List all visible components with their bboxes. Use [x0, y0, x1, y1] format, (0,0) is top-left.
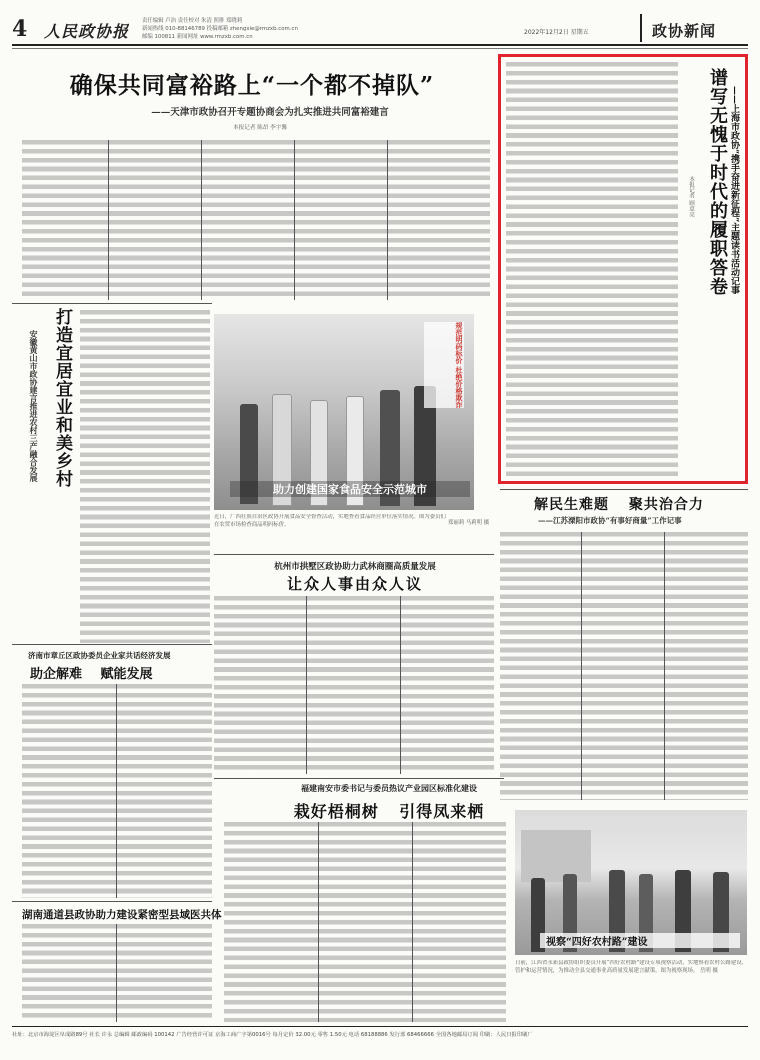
jinan-headline: 助企解难 赋能发展	[30, 667, 153, 682]
footer-info: 社址：北京市海淀区阜成路89号 社长 许永 总编辑 邮政编码 100142 广告经营许可证 京海工商广字第0016号 每月定价 32.00元 零售 1.50元 电话 68188886 发行部 68466666 全国各地邮局订阅 印刷：人民日报印刷厂	[12, 1032, 533, 1038]
masthead-info-line: 新闻热线 010-88146789 投稿邮箱 zhengxie@rmzxb.com.cn	[142, 26, 298, 32]
newspaper-logo: 人民政协报	[44, 22, 130, 41]
feature-subheadline: ——上海市政协“携手奋进新征程”主题读书活动记事	[729, 86, 739, 295]
jiemin-headline: 解民生难题 聚共治合力	[534, 497, 704, 513]
column-divider	[116, 924, 117, 1022]
column-divider	[108, 140, 109, 300]
hunan-headline: 湖南通道县政协助力建设紧密型县域医共体	[22, 909, 222, 921]
photo-note-text: 日前，江西省永新县政协组织委员开展“四好农村路”建设专项视察活动，实地察看农村公路建设、管护和运营情况，为推动全县交通事业高质量发展建言献策。图为视察现场。	[515, 960, 747, 974]
hunan-body-text	[22, 924, 212, 1022]
masthead-divider	[640, 14, 642, 42]
photo-credit: 郑丽莉 马莉明 摄	[448, 520, 490, 526]
zaihao-body-text	[224, 822, 506, 1022]
lead-subheadline: ——天津市政协召开专题协商会为扎实推进共同富裕建言	[151, 107, 389, 118]
column-divider	[318, 822, 319, 1022]
rang-body-text	[214, 596, 494, 774]
lead-byline: 本报记者 陈昂 李宇馨	[233, 125, 287, 131]
section-rule	[12, 303, 212, 304]
jiemin-subheadline: ——江苏溧阳市政协“有事好商量”工作记事	[538, 516, 682, 525]
feature-byline: 本报记者 顾意亮	[688, 176, 694, 217]
masthead-info-line: 责任编辑 卢治 责任校对 朱清 照排 郑晓莉	[142, 18, 243, 24]
column-divider	[116, 684, 117, 898]
column-divider	[201, 140, 202, 300]
masthead-rule-thin	[12, 48, 748, 49]
column-divider	[387, 140, 388, 300]
photo-caption: 助力创建国家食品安全示范城市	[230, 481, 470, 497]
feature-body-text	[506, 62, 678, 476]
photo-note: 近日，广西壮族自治区政协开展食品安全督查活动，实地查看食品经营单位落实情况。图为委员们在农贸市场检查商品明码标价。	[214, 514, 446, 528]
price-notice-board: 规范明码标价 杜绝价格欺诈	[424, 322, 464, 408]
page-number: 4	[12, 16, 28, 42]
column-divider	[412, 822, 413, 1022]
section-rule	[12, 644, 212, 645]
jinan-body-text	[22, 684, 212, 898]
masthead-rule	[12, 44, 748, 46]
section-rule	[500, 489, 748, 490]
column-divider	[294, 140, 295, 300]
zaihao-pretitle: 福建南安市委书记与委员热议产业园区标准化建设	[301, 783, 477, 793]
issue-date: 2022年12月2日 星期五	[524, 29, 589, 36]
photo-building	[521, 830, 591, 882]
column-divider	[581, 532, 582, 800]
rang-pretitle: 杭州市拱墅区政协助力武林商圈高质量发展	[274, 562, 436, 572]
masthead-info-line: 邮编 100811 新闻网址 www.rmzxb.com.cn	[142, 34, 253, 40]
column-divider	[664, 532, 665, 800]
photo-caption: 视察“四好农村路”建设	[540, 933, 740, 948]
jinan-pretitle: 济南市章丘区政协委员企业家共话经济发展	[28, 651, 171, 660]
section-rule	[12, 901, 212, 902]
footer-rule	[12, 1026, 748, 1027]
ditu-headline: 打造宜居宜业和美乡村	[52, 308, 72, 488]
ditu-body-text	[80, 310, 210, 643]
photo-note	[515, 960, 747, 975]
section-rule	[214, 778, 504, 779]
lead-body-text	[22, 140, 490, 300]
column-divider	[400, 596, 401, 774]
lead-headline: 确保共同富裕路上“一个都不掉队”	[69, 72, 435, 99]
ditu-subheadline: 安徽黄山市政协建言推进农村三产融合发展	[29, 330, 39, 482]
section-rule	[214, 554, 494, 555]
rang-headline: 让众人事由众人议	[286, 575, 423, 593]
column-divider	[306, 596, 307, 774]
jiemin-body-text	[500, 532, 748, 800]
section-name: 政协新闻	[652, 22, 717, 40]
feature-headline: 谱写无愧于时代的履职答卷	[707, 68, 728, 296]
zaihao-headline: 栽好梧桐树 引得凤来栖	[293, 802, 485, 821]
photo-credit: 岳明 摄	[700, 967, 718, 974]
masthead-info	[142, 17, 362, 41]
